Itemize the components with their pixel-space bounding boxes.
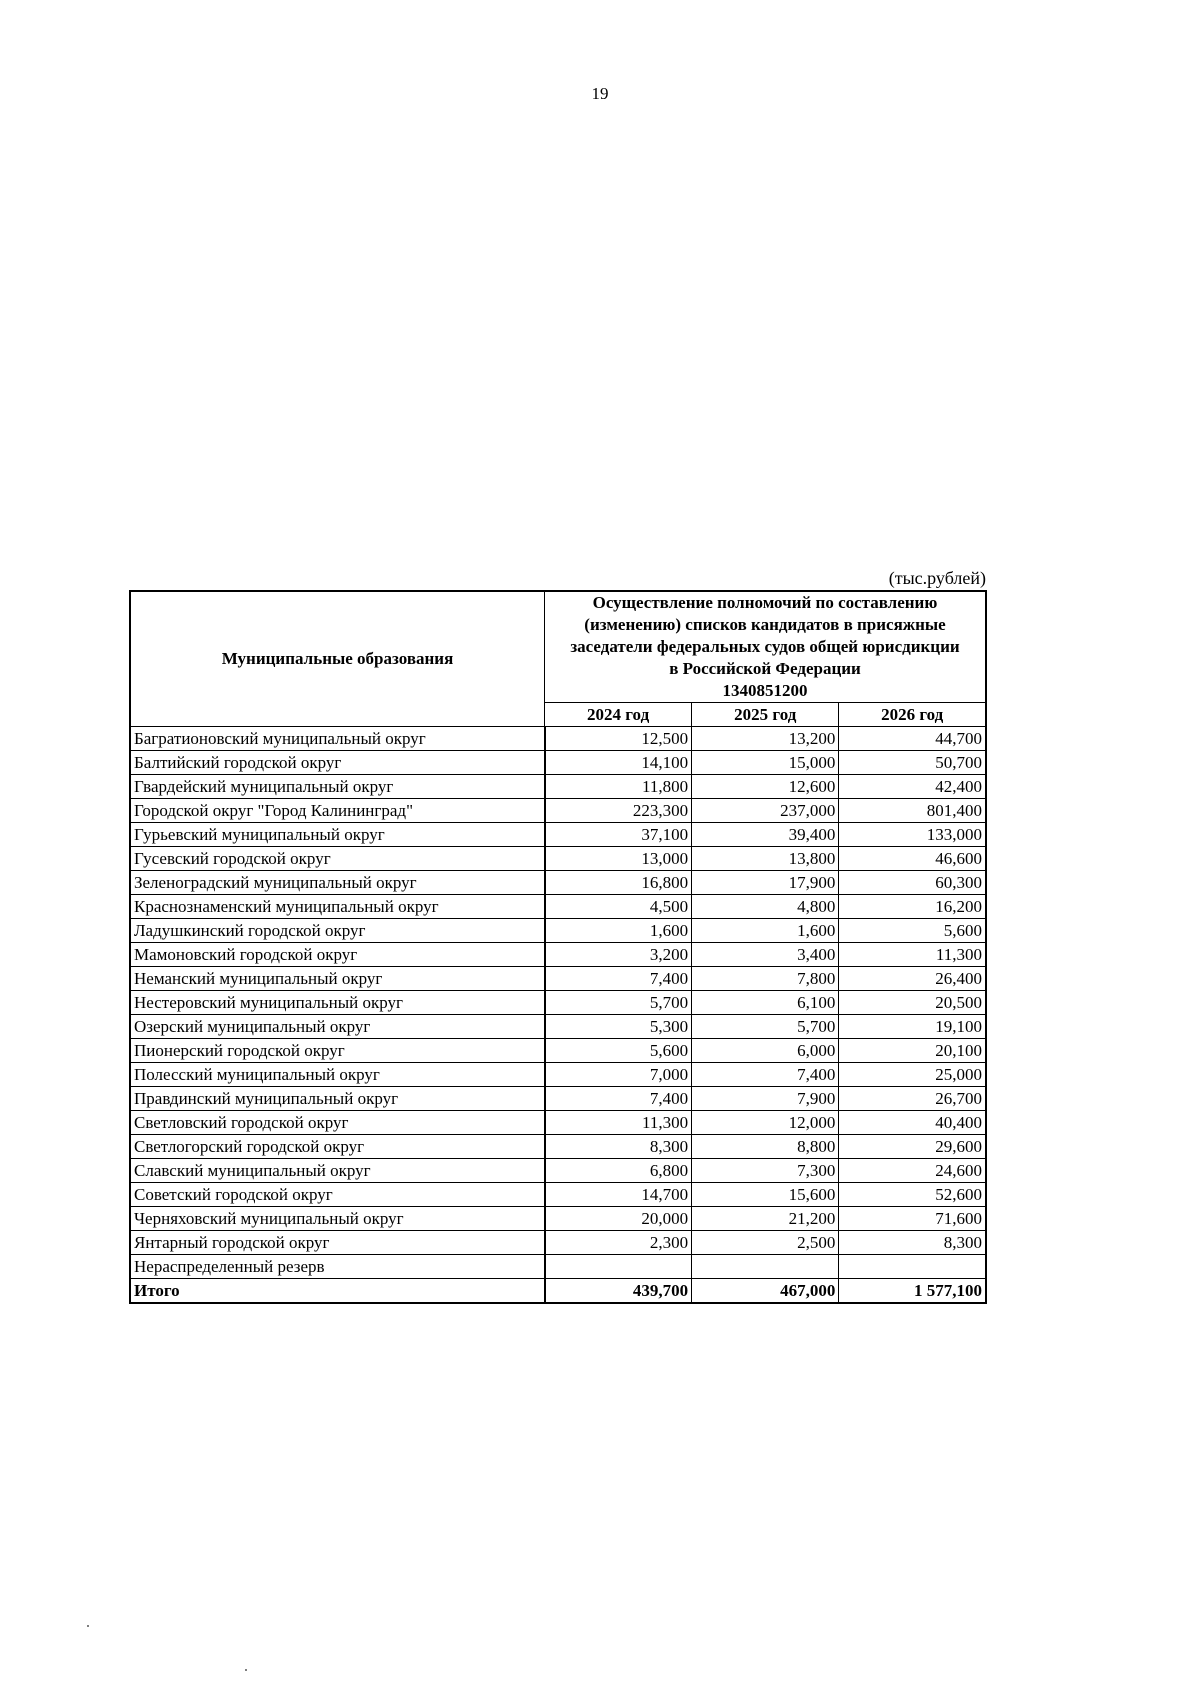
- page-number: 19: [591, 84, 609, 103]
- value-2024: 6,800: [545, 1159, 692, 1183]
- value-2026: 29,600: [839, 1135, 986, 1159]
- table-row: [130, 1087, 986, 1111]
- value-2025: 4,800: [692, 895, 839, 919]
- value-2024: 37,100: [545, 823, 692, 847]
- header-year-2024: 2024 год: [545, 703, 692, 727]
- municipality-name: Нераспределенный резерв: [130, 1255, 545, 1279]
- municipality-name: Янтарный городской округ: [130, 1231, 545, 1255]
- municipality-name: Советский городской округ: [130, 1183, 545, 1207]
- header-year-2025: 2025 год: [692, 703, 839, 727]
- header-budget-code: 1340851200: [722, 681, 808, 700]
- value-2026: 20,500: [839, 991, 986, 1015]
- municipality-name: Нестеровский муниципальный округ: [130, 991, 545, 1015]
- value-2024: 14,700: [545, 1183, 692, 1207]
- table-row: [130, 727, 986, 751]
- value-2026: 46,600: [839, 847, 986, 871]
- value-2024: 1,600: [545, 919, 692, 943]
- municipality-name: Зеленоградский муниципальный округ: [130, 871, 545, 895]
- municipality-name: Гусевский городской округ: [130, 847, 545, 871]
- value-2026: 26,400: [839, 967, 986, 991]
- value-2026: 50,700: [839, 751, 986, 775]
- municipality-name: Гурьевский муниципальный округ: [130, 823, 545, 847]
- scan-speck: [245, 1669, 247, 1671]
- value-2024: 3,200: [545, 943, 692, 967]
- value-2026: 24,600: [839, 1159, 986, 1183]
- value-2025: 15,600: [692, 1183, 839, 1207]
- value-2025: [692, 1255, 839, 1279]
- municipality-name: Черняховский муниципальный округ: [130, 1207, 545, 1231]
- table-row: [130, 1015, 986, 1039]
- header-description-line: в Российской Федерации: [669, 659, 861, 678]
- value-2026: 19,100: [839, 1015, 986, 1039]
- total-row: [130, 1279, 986, 1304]
- table-row: [130, 775, 986, 799]
- value-2025: 39,400: [692, 823, 839, 847]
- value-2024: 223,300: [545, 799, 692, 823]
- header-description-line: заседатели федеральных судов общей юрисдикции: [570, 637, 960, 656]
- header-year-2026: 2026 год: [839, 703, 986, 727]
- table-row: [130, 895, 986, 919]
- header-description: [545, 591, 986, 703]
- value-2024: 11,300: [545, 1111, 692, 1135]
- value-2024: 5,700: [545, 991, 692, 1015]
- municipality-name: Городской округ "Город Калининград": [130, 799, 545, 823]
- table-row: [130, 967, 986, 991]
- value-2026: 1 577,100: [839, 1279, 986, 1304]
- value-2024: 12,500: [545, 727, 692, 751]
- table-row: [130, 991, 986, 1015]
- value-2024: 5,300: [545, 1015, 692, 1039]
- table-row: [130, 871, 986, 895]
- value-2025: 21,200: [692, 1207, 839, 1231]
- municipality-name: Славский муниципальный округ: [130, 1159, 545, 1183]
- municipality-name: Гвардейский муниципальный округ: [130, 775, 545, 799]
- municipality-name: Полесский муниципальный округ: [130, 1063, 545, 1087]
- value-2024: 7,400: [545, 967, 692, 991]
- table-row: [130, 847, 986, 871]
- value-2026: 40,400: [839, 1111, 986, 1135]
- header-municipalities: Муниципальные образования: [130, 591, 545, 727]
- table-row: [130, 1159, 986, 1183]
- municipality-name: Краснознаменский муниципальный округ: [130, 895, 545, 919]
- value-2024: 2,300: [545, 1231, 692, 1255]
- scan-speck: [87, 1625, 89, 1627]
- municipality-name: Светлогорский городской округ: [130, 1135, 545, 1159]
- table-row: [130, 1111, 986, 1135]
- value-2025: 13,800: [692, 847, 839, 871]
- value-2026: 11,300: [839, 943, 986, 967]
- table-row: [130, 823, 986, 847]
- municipality-name: Мамоновский городской округ: [130, 943, 545, 967]
- value-2025: 467,000: [692, 1279, 839, 1304]
- value-2025: 6,000: [692, 1039, 839, 1063]
- value-2025: 7,800: [692, 967, 839, 991]
- value-2026: 5,600: [839, 919, 986, 943]
- table-row: [130, 1135, 986, 1159]
- table-row: [130, 1039, 986, 1063]
- value-2024: [545, 1255, 692, 1279]
- table-row: [130, 751, 986, 775]
- value-2026: 25,000: [839, 1063, 986, 1087]
- value-2025: 15,000: [692, 751, 839, 775]
- value-2026: 42,400: [839, 775, 986, 799]
- value-2025: 2,500: [692, 1231, 839, 1255]
- value-2026: 71,600: [839, 1207, 986, 1231]
- value-2024: 13,000: [545, 847, 692, 871]
- municipality-name: Неманский муниципальный округ: [130, 967, 545, 991]
- value-2026: 20,100: [839, 1039, 986, 1063]
- value-2024: 8,300: [545, 1135, 692, 1159]
- value-2024: 5,600: [545, 1039, 692, 1063]
- units-label: (тыс.рублей): [888, 568, 986, 588]
- value-2026: [839, 1255, 986, 1279]
- municipality-name: Балтийский городской округ: [130, 751, 545, 775]
- value-2024: 439,700: [545, 1279, 692, 1304]
- value-2025: 12,600: [692, 775, 839, 799]
- value-2026: 16,200: [839, 895, 986, 919]
- value-2025: 6,100: [692, 991, 839, 1015]
- municipality-name: Ладушкинский городской округ: [130, 919, 545, 943]
- value-2024: 7,400: [545, 1087, 692, 1111]
- table-row: [130, 1207, 986, 1231]
- municipality-name: Итого: [130, 1279, 545, 1304]
- municipality-name: Озерский муниципальный округ: [130, 1015, 545, 1039]
- value-2025: 8,800: [692, 1135, 839, 1159]
- budget-table: [129, 590, 987, 1304]
- value-2025: 13,200: [692, 727, 839, 751]
- table-row: [130, 943, 986, 967]
- value-2024: 16,800: [545, 871, 692, 895]
- value-2025: 12,000: [692, 1111, 839, 1135]
- value-2026: 60,300: [839, 871, 986, 895]
- value-2025: 5,700: [692, 1015, 839, 1039]
- municipality-name: Пионерский городской округ: [130, 1039, 545, 1063]
- table-row: [130, 1255, 986, 1279]
- value-2024: 4,500: [545, 895, 692, 919]
- value-2026: 44,700: [839, 727, 986, 751]
- value-2025: 7,400: [692, 1063, 839, 1087]
- value-2024: 20,000: [545, 1207, 692, 1231]
- table-row: [130, 1231, 986, 1255]
- value-2025: 237,000: [692, 799, 839, 823]
- value-2024: 11,800: [545, 775, 692, 799]
- table-row: [130, 1063, 986, 1087]
- header-description-line: (изменению) списков кандидатов в присяжные: [584, 615, 946, 634]
- value-2025: 3,400: [692, 943, 839, 967]
- table-body: [130, 727, 986, 1304]
- value-2024: 7,000: [545, 1063, 692, 1087]
- table-row: [130, 1183, 986, 1207]
- value-2025: 1,600: [692, 919, 839, 943]
- header-description-line: Осуществление полномочий по составлению: [592, 593, 938, 612]
- value-2026: 133,000: [839, 823, 986, 847]
- value-2026: 8,300: [839, 1231, 986, 1255]
- value-2026: 801,400: [839, 799, 986, 823]
- table-row: [130, 799, 986, 823]
- value-2026: 52,600: [839, 1183, 986, 1207]
- value-2026: 26,700: [839, 1087, 986, 1111]
- table-header: [130, 591, 986, 727]
- value-2025: 7,900: [692, 1087, 839, 1111]
- value-2025: 7,300: [692, 1159, 839, 1183]
- municipality-name: Багратионовский муниципальный округ: [130, 727, 545, 751]
- municipality-name: Светловский городской округ: [130, 1111, 545, 1135]
- value-2024: 14,100: [545, 751, 692, 775]
- table-row: [130, 919, 986, 943]
- value-2025: 17,900: [692, 871, 839, 895]
- municipality-name: Правдинский муниципальный округ: [130, 1087, 545, 1111]
